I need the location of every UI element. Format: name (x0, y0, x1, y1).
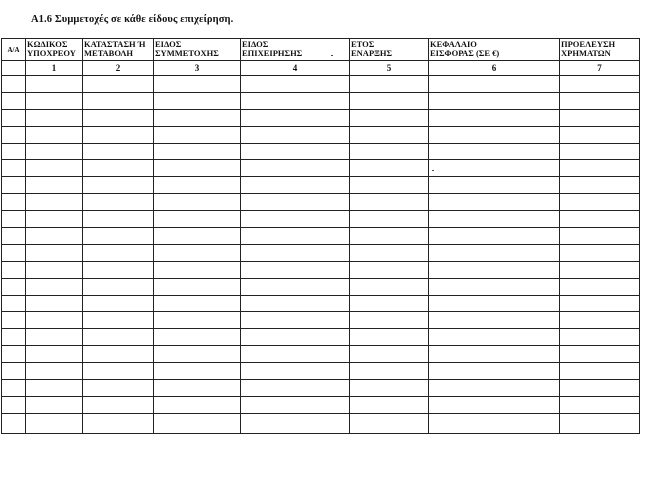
table-cell[interactable] (241, 413, 350, 433)
table-cell[interactable] (350, 194, 429, 211)
table-cell[interactable] (241, 211, 350, 228)
table-cell[interactable] (2, 228, 26, 245)
table-cell[interactable] (560, 211, 640, 228)
table-cell[interactable] (560, 312, 640, 329)
table-cell[interactable] (429, 295, 560, 312)
table-cell[interactable] (560, 109, 640, 126)
table-cell[interactable] (26, 278, 83, 295)
table-cell[interactable] (2, 194, 26, 211)
table-cell[interactable] (2, 312, 26, 329)
table-row (2, 312, 640, 329)
table-row (2, 143, 640, 160)
table-cell[interactable] (560, 278, 640, 295)
table-cell[interactable] (560, 92, 640, 109)
table-row (2, 228, 640, 245)
table-cell[interactable] (83, 363, 154, 380)
table-cell[interactable] (429, 244, 560, 261)
table-cell[interactable] (2, 295, 26, 312)
table-cell[interactable] (429, 346, 560, 363)
table-cell[interactable] (560, 413, 640, 433)
table-cell[interactable] (241, 126, 350, 143)
table-cell[interactable] (350, 363, 429, 380)
table-cell[interactable] (26, 413, 83, 433)
table-cell[interactable] (154, 346, 241, 363)
table-cell[interactable] (429, 126, 560, 143)
table-cell[interactable] (154, 380, 241, 397)
table-row (2, 346, 640, 363)
table-cell[interactable] (154, 413, 241, 433)
table-cell[interactable] (241, 194, 350, 211)
table-cell[interactable] (2, 143, 26, 160)
participations-table (1, 38, 640, 434)
table-cell[interactable] (560, 363, 640, 380)
table-cell[interactable] (350, 211, 429, 228)
column-number-2: 2 (83, 61, 154, 76)
table-cell[interactable] (83, 109, 154, 126)
table-cell[interactable] (2, 76, 26, 93)
table-cell[interactable] (2, 278, 26, 295)
table-cell[interactable] (26, 346, 83, 363)
table-cell[interactable] (26, 76, 83, 93)
table-cell[interactable] (350, 160, 429, 177)
column-header-status: ΚΑΤΑΣΤΑΣΗ Ή ΜΕΤΑΒΟΛΗ (83, 39, 154, 61)
table-row (2, 278, 640, 295)
table-cell[interactable] (26, 143, 83, 160)
table-cell[interactable] (241, 228, 350, 245)
table-cell[interactable] (350, 177, 429, 194)
table-cell[interactable] (241, 76, 350, 93)
table-cell[interactable] (241, 380, 350, 397)
table-cell[interactable] (26, 211, 83, 228)
scan-speck (432, 170, 434, 171)
table-cell[interactable] (350, 380, 429, 397)
table-cell[interactable] (2, 160, 26, 177)
table-cell[interactable] (350, 329, 429, 346)
table-cell[interactable] (154, 396, 241, 413)
table-cell[interactable] (350, 126, 429, 143)
table-cell[interactable] (2, 396, 26, 413)
table-cell[interactable] (429, 228, 560, 245)
table-cell[interactable] (26, 363, 83, 380)
column-number-7: 7 (560, 61, 640, 76)
table-cell[interactable] (560, 143, 640, 160)
table-cell[interactable] (26, 228, 83, 245)
table-cell[interactable] (350, 261, 429, 278)
table-cell[interactable] (560, 329, 640, 346)
table-cell[interactable] (2, 211, 26, 228)
table-cell[interactable] (350, 312, 429, 329)
table-cell[interactable] (560, 177, 640, 194)
table-cell[interactable] (560, 244, 640, 261)
table-cell[interactable] (2, 346, 26, 363)
table-cell[interactable] (241, 396, 350, 413)
section-title: Α1.6 Συμμετοχές σε κάθε είδους επιχείρηση. (31, 14, 234, 25)
table-cell[interactable] (429, 211, 560, 228)
column-number-1: 1 (26, 61, 83, 76)
table-cell[interactable] (560, 194, 640, 211)
table-cell[interactable] (83, 295, 154, 312)
scan-speck (331, 55, 333, 56)
table-cell[interactable] (429, 312, 560, 329)
table-cell[interactable] (154, 126, 241, 143)
table-cell[interactable] (26, 109, 83, 126)
table-cell[interactable] (2, 261, 26, 278)
table-cell[interactable] (154, 363, 241, 380)
table-cell[interactable] (2, 329, 26, 346)
table-cell[interactable] (83, 312, 154, 329)
table-cell[interactable] (429, 92, 560, 109)
table-cell[interactable] (83, 194, 154, 211)
table-cell[interactable] (429, 413, 560, 433)
table-cell[interactable] (83, 143, 154, 160)
table-row (2, 76, 640, 93)
table-cell[interactable] (350, 413, 429, 433)
table-cell[interactable] (154, 228, 241, 245)
table-cell[interactable] (83, 346, 154, 363)
table-cell[interactable] (350, 228, 429, 245)
table-cell[interactable] (350, 278, 429, 295)
column-header-taxpayer-code: ΚΩΔΙΚΟΣ ΥΠΟΧΡΕΟΥ (26, 39, 83, 61)
table-row (2, 194, 640, 211)
table-cell[interactable] (560, 228, 640, 245)
table-cell[interactable] (26, 160, 83, 177)
table-cell[interactable] (83, 160, 154, 177)
table-cell[interactable] (83, 413, 154, 433)
table-cell[interactable] (241, 143, 350, 160)
table-cell[interactable] (560, 126, 640, 143)
table-cell[interactable] (26, 312, 83, 329)
column-header-business-type: ΕΙΔΟΣ ΕΠΙΧΕΙΡΗΣΗΣ (241, 39, 350, 61)
table-cell[interactable] (429, 143, 560, 160)
table-cell[interactable] (560, 380, 640, 397)
table-cell[interactable] (154, 92, 241, 109)
column-number-3: 3 (154, 61, 241, 76)
table-cell[interactable] (26, 177, 83, 194)
table-cell[interactable] (154, 244, 241, 261)
table-cell[interactable] (241, 92, 350, 109)
table-cell[interactable] (154, 177, 241, 194)
table-cell[interactable] (83, 261, 154, 278)
column-header-money-source: ΠΡΟΕΛΕΥΣΗ ΧΡΗΜΑΤΩΝ (560, 39, 640, 61)
table-cell[interactable] (350, 76, 429, 93)
table-cell[interactable] (241, 312, 350, 329)
table-cell[interactable] (350, 295, 429, 312)
table-cell[interactable] (154, 211, 241, 228)
table-cell[interactable] (429, 380, 560, 397)
table-row (2, 126, 640, 143)
table-cell[interactable] (350, 346, 429, 363)
table-cell[interactable] (241, 109, 350, 126)
table-cell[interactable] (154, 143, 241, 160)
table-cell[interactable] (26, 396, 83, 413)
table-cell[interactable] (26, 194, 83, 211)
table-row (2, 413, 640, 433)
table-cell[interactable] (154, 76, 241, 93)
table-row (2, 363, 640, 380)
table-cell[interactable] (26, 380, 83, 397)
table-cell[interactable] (26, 244, 83, 261)
table-cell[interactable] (26, 295, 83, 312)
table-cell[interactable] (2, 363, 26, 380)
table-cell[interactable] (350, 92, 429, 109)
table-cell[interactable] (83, 396, 154, 413)
table-cell[interactable] (241, 278, 350, 295)
column-header-capital: ΚΕΦΑΛΑΙΟ ΕΙΣΦΟΡΑΣ (ΣΕ €) (429, 39, 560, 61)
table-cell[interactable] (429, 76, 560, 93)
table-cell[interactable] (241, 295, 350, 312)
table-cell[interactable] (429, 194, 560, 211)
table-cell[interactable] (560, 295, 640, 312)
table-cell[interactable] (83, 278, 154, 295)
column-number-4: 4 (241, 61, 350, 76)
table-cell[interactable] (83, 244, 154, 261)
column-header-participation-type: ΕΙΔΟΣ ΣΥΜΜΕΤΟΧΗΣ (154, 39, 241, 61)
column-header-start-year: ΕΤΟΣ ΕΝΑΡΞΗΣ (350, 39, 429, 61)
table-cell[interactable] (429, 363, 560, 380)
table-row (2, 329, 640, 346)
table-body (2, 76, 640, 434)
table-cell[interactable] (83, 329, 154, 346)
table-cell[interactable] (83, 228, 154, 245)
table-cell[interactable] (429, 261, 560, 278)
table-cell[interactable] (429, 396, 560, 413)
table-cell[interactable] (26, 329, 83, 346)
table-row (2, 160, 640, 177)
table-cell[interactable] (2, 244, 26, 261)
table-row (2, 109, 640, 126)
table-cell[interactable] (154, 261, 241, 278)
table-cell[interactable] (241, 244, 350, 261)
table-cell[interactable] (350, 396, 429, 413)
table-cell[interactable] (154, 278, 241, 295)
table-cell[interactable] (429, 177, 560, 194)
table-cell[interactable] (83, 211, 154, 228)
table-cell[interactable] (83, 92, 154, 109)
table-cell[interactable] (241, 329, 350, 346)
header-row (2, 39, 640, 61)
table-row (2, 177, 640, 194)
table-cell[interactable] (560, 346, 640, 363)
table-cell[interactable] (2, 380, 26, 397)
table-cell[interactable] (241, 177, 350, 194)
column-number-6: 6 (429, 61, 560, 76)
table-cell[interactable] (2, 126, 26, 143)
table-row (2, 261, 640, 278)
table-row (2, 396, 640, 413)
table-cell[interactable] (560, 76, 640, 93)
table-row (2, 211, 640, 228)
table-cell[interactable] (154, 160, 241, 177)
table-cell[interactable] (154, 295, 241, 312)
table-cell[interactable] (2, 92, 26, 109)
table-cell[interactable] (241, 261, 350, 278)
table-cell[interactable] (26, 92, 83, 109)
table-cell[interactable] (350, 109, 429, 126)
table-cell[interactable] (2, 109, 26, 126)
table-cell[interactable] (83, 177, 154, 194)
table-row (2, 295, 640, 312)
table-cell[interactable] (154, 329, 241, 346)
table-cell[interactable] (83, 76, 154, 93)
table-row (2, 244, 640, 261)
table-cell[interactable] (83, 126, 154, 143)
column-number-5: 5 (350, 61, 429, 76)
table-cell[interactable] (154, 312, 241, 329)
table-cell[interactable] (154, 194, 241, 211)
table-cell[interactable] (2, 177, 26, 194)
table-cell[interactable] (241, 346, 350, 363)
column-number-row (2, 61, 640, 76)
table-cell[interactable] (560, 160, 640, 177)
table-cell[interactable] (154, 109, 241, 126)
table-cell[interactable] (26, 261, 83, 278)
table-cell[interactable] (26, 126, 83, 143)
table-cell[interactable] (2, 413, 26, 433)
table-row (2, 380, 640, 397)
table-cell[interactable] (560, 396, 640, 413)
table-cell[interactable] (429, 329, 560, 346)
table-cell[interactable] (241, 363, 350, 380)
table-cell[interactable] (429, 109, 560, 126)
column-header-aa: Α/Α (2, 39, 26, 61)
column-number-aa (2, 61, 26, 76)
table-cell[interactable] (560, 261, 640, 278)
table-cell[interactable] (241, 160, 350, 177)
table-cell[interactable] (429, 278, 560, 295)
table-cell[interactable] (350, 143, 429, 160)
table-cell[interactable] (350, 244, 429, 261)
table-cell[interactable] (83, 380, 154, 397)
table-cell[interactable] (429, 160, 560, 177)
table-row (2, 92, 640, 109)
